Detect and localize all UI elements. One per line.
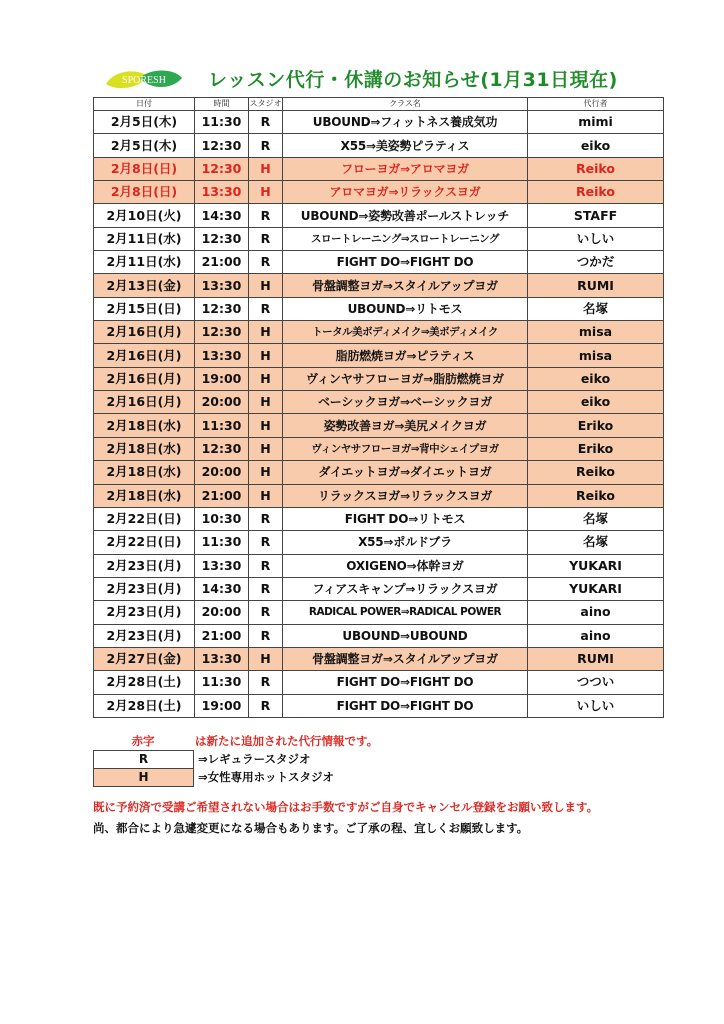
cell-studio: R [249,227,283,250]
cell-studio: H [249,461,283,484]
legend-hot [93,768,493,786]
cell-studio: H [249,484,283,507]
legend-red-key: 赤字 [131,734,155,748]
table-row [94,437,664,460]
header-substitute: 代行者 [528,98,664,111]
cell-class: OXIGENO⇒体幹ヨガ [283,554,528,577]
cell-date: 2月18日(水) [94,461,195,484]
cell-time: 20:00 [195,601,249,624]
table-row [94,601,664,624]
table-row [94,414,664,437]
cell-time: 14:30 [195,204,249,227]
cell-substitute: Reiko [528,484,664,507]
cell-time: 19:00 [195,367,249,390]
cell-studio: R [249,694,283,717]
cell-studio: R [249,554,283,577]
cell-date: 2月28日(土) [94,671,195,694]
cell-substitute: mimi [528,111,664,134]
schedule-table [93,97,664,718]
cell-class: UBOUND⇒フィットネス養成気功 [283,111,528,134]
cell-studio: R [249,111,283,134]
cell-date: 2月16日(月) [94,321,195,344]
cell-class: 骨盤調整ヨガ⇒スタイルアップヨガ [283,647,528,670]
table-row [94,321,664,344]
cell-studio: R [249,507,283,530]
cell-studio: H [249,391,283,414]
cell-substitute: いしい [528,227,664,250]
cell-studio: R [249,134,283,157]
cell-class: アロマヨガ⇒リラックスヨガ [283,181,528,204]
cell-class: FIGHT DO⇒FIGHT DO [283,251,528,274]
cell-date: 2月16日(月) [94,391,195,414]
cell-studio: H [249,437,283,460]
cell-time: 14:30 [195,577,249,600]
cell-date: 2月13日(金) [94,274,195,297]
cell-substitute: RUMI [528,274,664,297]
cell-time: 20:00 [195,461,249,484]
table-row [94,694,664,717]
cell-substitute: eiko [528,391,664,414]
cell-date: 2月11日(水) [94,227,195,250]
header-studio: スタジオ [249,98,283,111]
cell-substitute: いしい [528,694,664,717]
cell-class: RADICAL POWER⇒RADICAL POWER [283,601,528,624]
cell-date: 2月5日(木) [94,111,195,134]
legend-regular-key: R [93,750,194,769]
table-row [94,274,664,297]
table-row [94,297,664,320]
cell-studio: H [249,414,283,437]
table-row [94,507,664,530]
cell-studio: H [249,321,283,344]
table-header-row [94,98,664,111]
sporesh-logo [104,66,184,92]
cell-date: 2月22日(日) [94,507,195,530]
cell-date: 2月23日(月) [94,577,195,600]
cell-studio: H [249,274,283,297]
table-row [94,367,664,390]
cell-substitute: つつい [528,671,664,694]
table-row [94,391,664,414]
cell-date: 2月23日(月) [94,624,195,647]
table-row [94,157,664,180]
leaf-logo-icon [104,66,184,92]
cell-studio: R [249,251,283,274]
cell-time: 13:30 [195,274,249,297]
table-row [94,577,664,600]
cell-date: 2月23日(月) [94,554,195,577]
cell-substitute: Eriko [528,437,664,460]
cell-date: 2月16日(月) [94,367,195,390]
table-row [94,554,664,577]
page-title: レッスン代行・休講のお知らせ(1月31日現在) [208,69,618,91]
cell-time: 12:30 [195,321,249,344]
cell-time: 19:00 [195,694,249,717]
logo-text: SPORESH [122,75,166,86]
cell-date: 2月10日(火) [94,204,195,227]
cell-time: 21:00 [195,624,249,647]
cell-substitute: 名塚 [528,507,664,530]
cell-time: 10:30 [195,507,249,530]
cell-time: 11:30 [195,531,249,554]
legend-red-note [93,733,653,749]
cell-class: UBOUND⇒UBOUND [283,624,528,647]
cell-time: 21:00 [195,251,249,274]
cell-substitute: Eriko [528,414,664,437]
table-row [94,461,664,484]
cell-class: スロートレーニング⇒スロートレーニング [283,227,528,250]
table-row [94,204,664,227]
cell-studio: R [249,531,283,554]
cell-date: 2月22日(日) [94,531,195,554]
cell-substitute: 名塚 [528,297,664,320]
cell-class: リラックスヨガ⇒リラックスヨガ [283,484,528,507]
header-time: 時間 [195,98,249,111]
change-notice: 尚、都合により急遽変更になる場合もあります。ご了承の程、宜しくお願致します。 [93,821,529,835]
header-date: 日付 [94,98,195,111]
table-row [94,531,664,554]
cell-class: ダイエットヨガ⇒ダイエットヨガ [283,461,528,484]
cell-date: 2月18日(水) [94,437,195,460]
header-class: クラス名 [283,98,528,111]
cell-studio: H [249,367,283,390]
cell-substitute: aino [528,624,664,647]
cell-date: 2月27日(金) [94,647,195,670]
cell-class: FIGHT DO⇒FIGHT DO [283,694,528,717]
cell-studio: R [249,297,283,320]
cell-time: 12:30 [195,227,249,250]
cell-date: 2月28日(土) [94,694,195,717]
cancel-notice: 既に予約済で受講ご希望されない場合はお手数ですがご自身でキャンセル登録をお願い致します。 [93,800,599,814]
cell-class: ヴィンヤサフローヨガ⇒背中シェイプヨガ [283,437,528,460]
cell-class: X55⇒美姿勢ピラティス [283,134,528,157]
cell-time: 13:30 [195,647,249,670]
cell-class: フローヨガ⇒アロマヨガ [283,157,528,180]
cell-substitute: misa [528,321,664,344]
cell-time: 11:30 [195,671,249,694]
cell-class: UBOUND⇒姿勢改善ポールストレッチ [283,204,528,227]
legend-regular [93,750,493,768]
cell-studio: R [249,577,283,600]
cell-substitute: RUMI [528,647,664,670]
cell-class: ヴィンヤサフローヨガ⇒脂肪燃焼ヨガ [283,367,528,390]
cell-substitute: Reiko [528,181,664,204]
cell-substitute: Reiko [528,461,664,484]
cell-time: 12:30 [195,297,249,320]
cell-studio: R [249,204,283,227]
cell-class: FIGHT DO⇒リトモス [283,507,528,530]
cell-time: 12:30 [195,157,249,180]
cell-time: 13:30 [195,181,249,204]
table-row [94,181,664,204]
table-row [94,344,664,367]
cell-class: FIGHT DO⇒FIGHT DO [283,671,528,694]
cell-date: 2月5日(木) [94,134,195,157]
cell-time: 12:30 [195,437,249,460]
table-row [94,134,664,157]
table-row [94,647,664,670]
cell-time: 11:30 [195,111,249,134]
cell-studio: H [249,647,283,670]
table-row [94,671,664,694]
cell-class: フィアスキャンプ⇒リラックスヨガ [283,577,528,600]
cell-date: 2月15日(日) [94,297,195,320]
table-row [94,624,664,647]
table-row [94,484,664,507]
cell-class: ベーシックヨガ⇒ベーシックヨガ [283,391,528,414]
cell-time: 13:30 [195,344,249,367]
cell-substitute: Reiko [528,157,664,180]
cell-studio: H [249,344,283,367]
cell-substitute: eiko [528,134,664,157]
cell-time: 20:00 [195,391,249,414]
cell-substitute: STAFF [528,204,664,227]
legend-hot-desc: ⇒女性専用ホットスタジオ [198,770,335,784]
cell-substitute: YUKARI [528,554,664,577]
cell-date: 2月23日(月) [94,601,195,624]
cell-class: 脂肪燃焼ヨガ⇒ピラティス [283,344,528,367]
legend-hot-key: H [93,768,194,787]
cell-class: 骨盤調整ヨガ⇒スタイルアップヨガ [283,274,528,297]
cell-studio: H [249,181,283,204]
cell-substitute: 名塚 [528,531,664,554]
table-row [94,227,664,250]
cell-date: 2月18日(水) [94,414,195,437]
cell-class: トータル美ボディメイク⇒美ボディメイク [283,321,528,344]
cell-time: 13:30 [195,554,249,577]
cell-time: 12:30 [195,134,249,157]
cell-class: 姿勢改善ヨガ⇒美尻メイクヨガ [283,414,528,437]
table-row [94,251,664,274]
cell-substitute: つかだ [528,251,664,274]
cell-time: 11:30 [195,414,249,437]
cell-date: 2月16日(月) [94,344,195,367]
cell-substitute: misa [528,344,664,367]
legend-red-desc: は新たに追加された代行情報です。 [195,734,379,748]
cell-studio: R [249,624,283,647]
cell-date: 2月18日(水) [94,484,195,507]
cell-time: 21:00 [195,484,249,507]
cell-date: 2月11日(水) [94,251,195,274]
cell-date: 2月8日(日) [94,157,195,180]
cell-substitute: YUKARI [528,577,664,600]
cell-date: 2月8日(日) [94,181,195,204]
cell-substitute: aino [528,601,664,624]
cell-studio: H [249,157,283,180]
cell-class: X55⇒ポルドブラ [283,531,528,554]
legend-regular-desc: ⇒レギュラースタジオ [198,752,311,766]
cell-substitute: eiko [528,367,664,390]
cell-class: UBOUND⇒リトモス [283,297,528,320]
table-row [94,111,664,134]
cell-studio: R [249,601,283,624]
cell-studio: R [249,671,283,694]
